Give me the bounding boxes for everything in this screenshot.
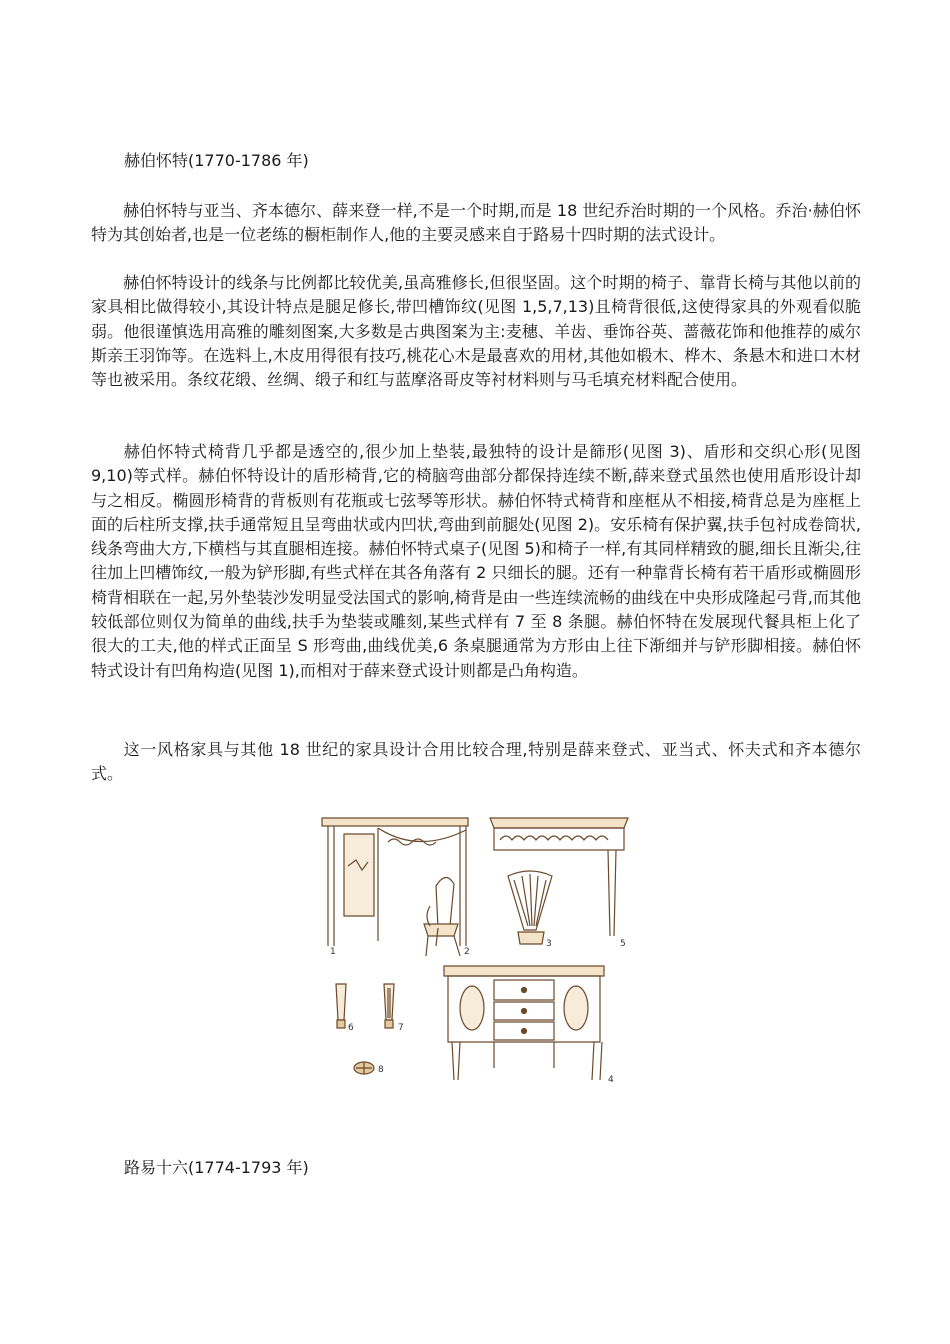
figure-8-ornament-drawing [354, 1062, 374, 1074]
paragraph-1 [91, 199, 861, 248]
figure-label-6: 6 [348, 1023, 354, 1033]
paragraph-3 [91, 440, 861, 683]
figure-label-7: 7 [398, 1023, 404, 1033]
figure-label-3: 3 [546, 939, 552, 949]
figure-label-8: 8 [378, 1065, 384, 1075]
figure-7-leg-drawing [384, 984, 394, 1028]
section-heading-louis-xvi: 路易十六(1774-1793 年) [124, 1158, 309, 1177]
section-heading-hepplewhite: 赫伯怀特(1770-1786 年) [124, 151, 309, 170]
paragraph-4 [91, 738, 861, 787]
figure-6-leg-drawing [336, 984, 346, 1028]
paragraph-2 [91, 271, 861, 392]
furniture-illustration [318, 806, 636, 1096]
figure-label-5: 5 [620, 939, 626, 949]
figure-label-4: 4 [608, 1075, 614, 1085]
figure-5-table-drawing [490, 818, 628, 936]
figure-label-2: 2 [464, 947, 470, 957]
paragraph-2-text: 赫伯怀特设计的线条与比例都比较优美,虽高雅修长,但很坚固。这个时期的椅子、靠背长椅与其他以前的家具相比做得较小,其设计特点是腿足修长,带凹槽饰纹(见图 1,5,7,13)且椅背很低,这使得家具的外观看似脆弱。他很谨慎选用高雅的雕刻图案,大多数是古典图案为主:麦穗、羊齿、垂饰谷英、蔷薇花饰和他推荐的威尔斯亲王羽饰等。在选料上,木皮用得很有技巧,桃花心木是最喜欢的用材,其他如椴木、桦木、条悬木和进口木材等也被采用。条纹花缎、丝绸、缎子和红与蓝摩洛哥皮等衬材料则与马毛填充材料配合使用。 [91, 273, 861, 390]
paragraph-3-text: 赫伯怀特式椅背几乎都是透空的,很少加上垫装,最独特的设计是篩形(见图 3)、盾形和交织心形(见图 9,10)等式样。赫伯怀特设计的盾形椅背,它的椅脑弯曲部分都保持连续不断,薛来登式虽然也使用盾形设计却与之相反。椭圆形椅背的背板则有花瓶或七弦琴等形状。赫伯怀特式椅背和座框从不相接,椅背总是为座框上面的后柱所支撑,扶手通常短且呈弯曲状或内凹状,弯曲到前腿处(见图 2)。安乐椅有保护翼,扶手包衬成卷筒状,线条弯曲大方,下横档与其直腿相连接。赫伯怀特式桌子(见图 5)和椅子一样,有其同样精致的腿,细长且渐尖,往往加上凹槽饰纹,一般为铲形脚,有些式样在其各角落有 2 只细长的腿。还有一种靠背长椅有若干盾形或椭圆形椅背相联在一起,另外垫装沙发明显受法国式的影响,椅背是由一些连续流畅的曲线在中央形成隆起弓背,而其他较低部位则仅为简单的曲线,扶手为垫装或雕刻,某些式样有 7 至 8 条腿。赫伯怀特在发展现代餐具柜上化了很大的工夫,他的样式正面呈 S 形弯曲,曲线优美,6 条桌腿通常为方形由上往下渐细并与铲形脚相接。赫伯怀特式设计有凹角构造(见图 1),而相对于薛来登式设计则都是凸角构造。 [91, 442, 861, 680]
figure-3-chairback-drawing [508, 871, 552, 944]
furniture-drawing [318, 806, 636, 1096]
figure-4-sideboard-drawing [444, 966, 604, 1080]
figure-label-1: 1 [330, 947, 336, 957]
paragraph-4-text: 这一风格家具与其他 18 世纪的家具设计合用比较合理,特别是薛来登式、亚当式、怀夫式和齐本德尔式。 [91, 740, 861, 784]
figure-2-chair-drawing [424, 877, 460, 956]
paragraph-1-text: 赫伯怀特与亚当、齐本德尔、薛来登一样,不是一个时期,而是 18 世纪乔治时期的一个风格。乔治·赫伯怀特为其创始者,也是一位老练的橱柜制作人,他的主要灵感来自于路易十四时期的法式设计。 [91, 201, 861, 245]
